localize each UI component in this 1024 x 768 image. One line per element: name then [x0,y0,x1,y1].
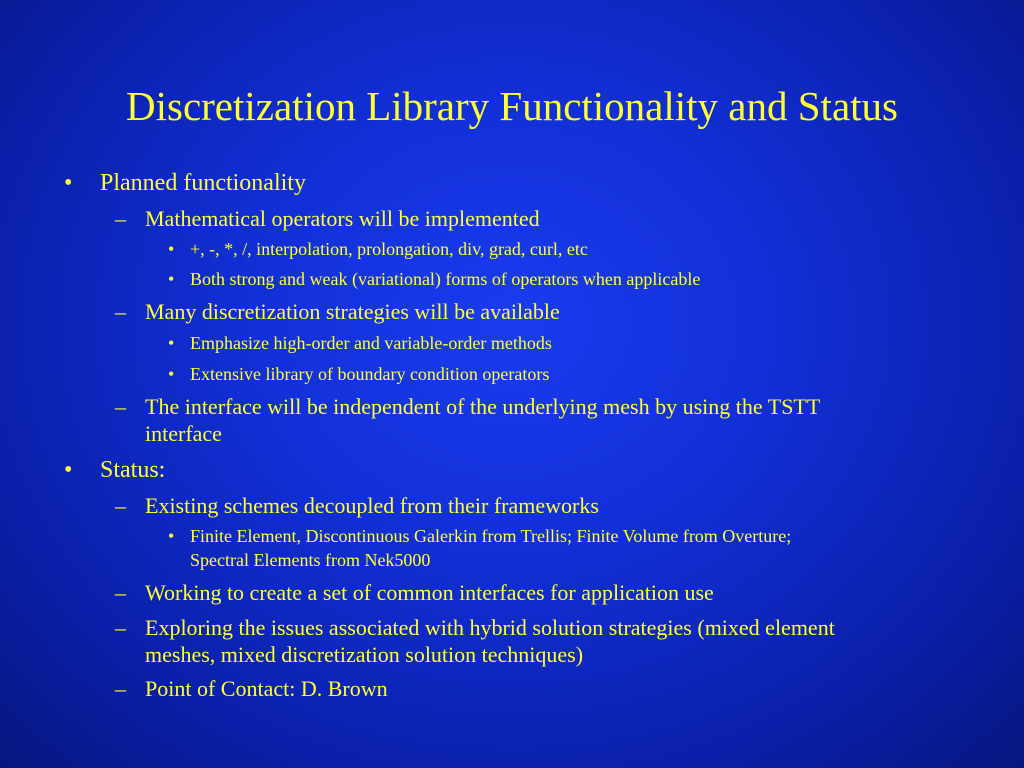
list-item-text: Extensive library of boundary condition operators [190,364,550,384]
list-item-text: +, -, *, /, interpolation, prolongation, div, grad, curl, etc [190,239,588,259]
list-item-text: Mathematical operators will be implemented [145,206,540,231]
dash-icon: – [115,493,126,518]
dash-icon: – [115,676,126,701]
dash-icon: – [115,580,126,605]
list-item-text: Status: [100,457,166,483]
dash-icon: – [115,206,126,231]
dash-icon: – [115,299,126,324]
bullet-icon: • [168,333,175,353]
list-item-text: meshes, mixed discretization solution techniques) [145,642,584,667]
dash-icon: – [115,394,126,419]
bullet-icon: • [168,526,175,546]
list-item-text: Many discretization strategies will be available [145,299,560,324]
list-item-text: The interface will be independent of the underlying mesh by using the TSTT [145,394,821,419]
list-item-text: Emphasize high-order and variable-order methods [190,333,552,353]
list-item-text: Existing schemes decoupled from their frameworks [145,493,599,518]
slide-title: Discretization Library Functionality and Status [126,83,898,129]
list-item-text: Finite Element, Discontinuous Galerkin from Trellis; Finite Volume from Overture; [190,526,792,546]
bullet-icon: • [168,269,175,289]
list-item-text: interface [145,421,222,446]
list-item-text: Planned functionality [100,170,306,196]
dash-icon: – [115,615,126,640]
bullet-icon: • [64,457,73,483]
list-item-text: Point of Contact: D. Brown [145,676,388,701]
bullet-icon: • [168,239,175,259]
list-item-text: Working to create a set of common interfaces for application use [145,580,714,605]
bullet-icon: • [168,364,175,384]
list-item-text: Exploring the issues associated with hybrid solution strategies (mixed element [145,615,835,640]
list-item-text: Spectral Elements from Nek5000 [190,550,431,570]
list-item-text: Both strong and weak (variational) forms of operators when applicable [190,269,701,289]
bullet-icon: • [64,170,73,196]
